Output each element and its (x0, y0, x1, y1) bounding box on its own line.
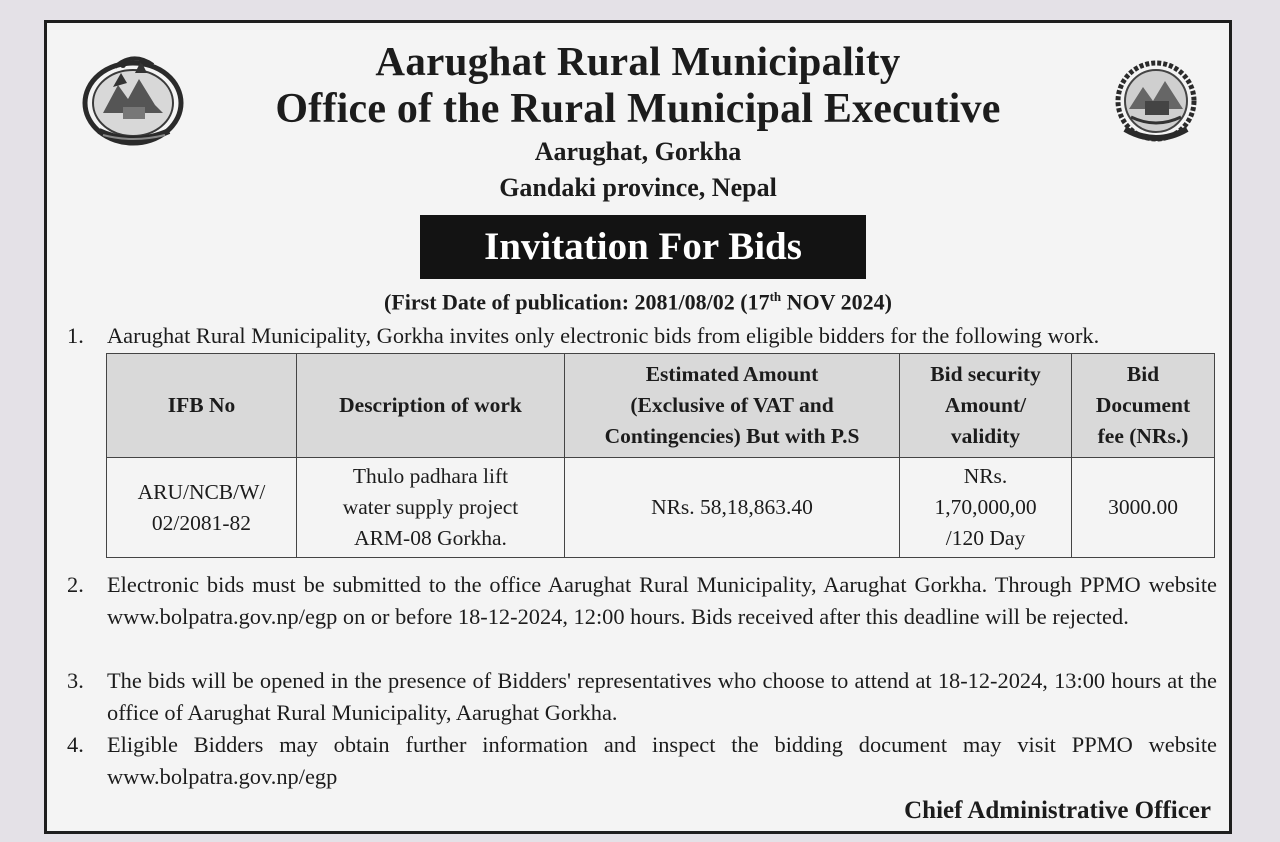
tender-notice (44, 20, 1232, 834)
cell-description (297, 458, 565, 558)
column-header-document-fee (1072, 354, 1215, 458)
municipality-name: Aarughat Rural Municipality (375, 38, 901, 84)
cell-bid-security (900, 458, 1072, 558)
paragraph-2 (67, 569, 1217, 633)
cell-estimated-amount (565, 458, 900, 558)
cell-line: 1,70,000,00 (934, 495, 1037, 519)
cell-line: Thulo padhara lift (352, 464, 509, 488)
cell-line: 02/2081-82 (151, 510, 252, 535)
paragraph-1 (67, 320, 1217, 352)
cell-line: Estimated Amount (645, 362, 819, 386)
cell-line: fee (NRs.) (1097, 424, 1189, 448)
cell-line: Bid (1126, 362, 1160, 386)
paragraph-number: 1. (67, 323, 84, 348)
publication-date-suffix: NOV 2024) (781, 289, 892, 315)
cell-line: 3000.00 (1108, 495, 1178, 519)
column-header-ifb-no (107, 354, 297, 458)
column-header-estimated-amount (565, 354, 900, 458)
cell-line: IFB No (167, 393, 236, 417)
cell-line: NRs. 58,18,863.40 (651, 495, 813, 519)
paragraph-text: The bids will be opened in the presence of Bidders' representatives who choose to attend at 18-12-2024, 13:00 hours at the office of Aarughat Rural Municipality, Aarughat Gorkha. (107, 668, 1217, 725)
address-line-2: Gandaki province, Nepal (499, 173, 777, 202)
paragraph-3 (67, 665, 1217, 729)
cell-line: ARM-08 Gorkha. (354, 526, 507, 550)
cell-line: NRs. (963, 464, 1008, 488)
cell-line: /120 Day (945, 526, 1026, 550)
table-row (107, 458, 1215, 558)
signature-title: Chief Administrative Officer (904, 797, 1211, 824)
publication-date-prefix: (First Date of publication: 2081/08/02 (17 (384, 289, 770, 315)
publication-date (47, 289, 1229, 315)
paragraph-text: Electronic bids must be submitted to the office Aarughat Rural Municipality, Aarughat Gorkha. Through PPMO website www.bolpatra.gov.np/egp on or before 18-12-2024, 12:00 hours. Bids received after this deadline will be rejected. (107, 572, 1217, 629)
column-header-bid-security (900, 354, 1072, 458)
cell-line: Amount/ (944, 393, 1027, 417)
cell-line: ARU/NCB/W/ (137, 479, 266, 504)
cell-line: (Exclusive of VAT and (630, 393, 834, 417)
bids-table (106, 353, 1215, 558)
cell-line: Contingencies) But with P.S (604, 424, 860, 448)
paragraph-number: 2. (67, 572, 84, 597)
notice-title: Invitation For Bids (420, 215, 866, 279)
paragraph-text: Aarughat Rural Municipality, Gorkha invites only electronic bids from eligible bidders for the following work. (107, 323, 1100, 348)
paragraph-number: 4. (67, 732, 84, 757)
cell-line: Document (1095, 393, 1191, 417)
table-header-row (107, 354, 1215, 458)
office-name: Office of the Rural Municipal Executive (275, 86, 1001, 132)
cell-line: Description of work (339, 393, 522, 417)
paragraph-text: Eligible Bidders may obtain further information and inspect the bidding document may visit PPMO website www.bolpatra.gov.np/egp (107, 732, 1217, 789)
cell-line: Bid security (930, 362, 1041, 386)
cell-line: validity (950, 424, 1021, 448)
column-header-description (297, 354, 565, 458)
publication-date-ordinal: th (769, 289, 782, 304)
address-line-1: Aarughat, Gorkha (534, 137, 742, 166)
paragraph-number: 3. (67, 668, 84, 693)
cell-line: water supply project (342, 495, 519, 519)
paragraph-4 (67, 729, 1217, 793)
cell-ifb-no (107, 458, 297, 558)
cell-document-fee (1072, 458, 1215, 558)
